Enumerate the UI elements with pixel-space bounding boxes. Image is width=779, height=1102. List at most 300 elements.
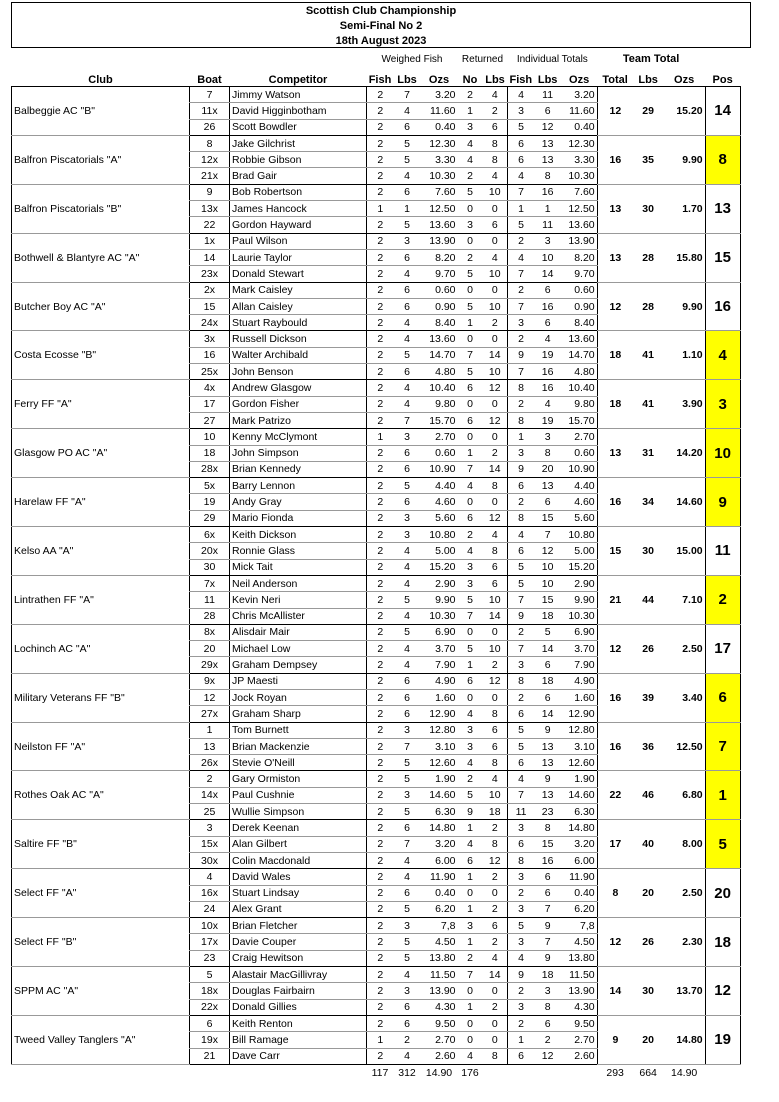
returned-no-cell: 4 <box>458 706 483 722</box>
returned-no-cell: 7 <box>458 347 483 363</box>
ozs-cell: 13.80 <box>421 950 458 966</box>
ind-fish-cell: 2 <box>508 494 535 510</box>
ozs-cell: 10.30 <box>421 168 458 184</box>
returned-lbs-cell: 0 <box>483 983 508 999</box>
ind-ozs-cell: 12.60 <box>561 755 597 771</box>
ind-fish-cell: 2 <box>508 396 535 412</box>
ind-lbs-cell: 11 <box>534 217 561 233</box>
lbs-cell: 5 <box>394 217 421 233</box>
returned-lbs-cell: 2 <box>483 103 508 119</box>
team-total-ozs: 3.90 <box>663 380 705 429</box>
team-total-lbs: 39 <box>633 673 663 722</box>
returned-no-cell: 3 <box>458 559 483 575</box>
col-ozs: Ozs <box>428 74 450 86</box>
returned-lbs-cell: 8 <box>483 836 508 852</box>
team-total-lbs: 30 <box>633 184 663 233</box>
returned-lbs-cell: 10 <box>483 641 508 657</box>
ind-lbs-cell: 8 <box>534 168 561 184</box>
table-row <box>12 282 741 298</box>
ind-fish-cell: 3 <box>508 315 535 331</box>
boat-cell: 6x <box>190 527 230 543</box>
ozs-cell: 11.60 <box>421 103 458 119</box>
competitor-cell: Jake Gilchrist <box>230 135 367 151</box>
col-boat: Boat <box>197 74 222 86</box>
competitor-cell: John Simpson <box>230 445 367 461</box>
fish-cell: 2 <box>367 217 394 233</box>
ind-fish-cell: 4 <box>508 87 535 103</box>
returned-lbs-cell: 10 <box>483 184 508 200</box>
boat-cell: 21x <box>190 168 230 184</box>
ind-ozs-cell: 3.20 <box>561 87 597 103</box>
results-table <box>11 52 741 1081</box>
footer-totals-row <box>12 1064 741 1081</box>
lbs-cell: 3 <box>394 233 421 249</box>
team-total-lbs: 46 <box>633 771 663 820</box>
lbs-cell: 7 <box>394 836 421 852</box>
ind-lbs-cell: 13 <box>534 787 561 803</box>
col-team-lbs: Lbs <box>638 74 658 86</box>
boat-cell: 8x <box>190 624 230 640</box>
competitor-cell: Keith Renton <box>230 1015 367 1031</box>
club-name: Lintrathen FF "A" <box>12 575 190 624</box>
lbs-cell: 7 <box>394 412 421 428</box>
ind-ozs-cell: 7.90 <box>561 657 597 673</box>
competitor-cell: Alastair MacGillivray <box>230 967 367 983</box>
returned-no-cell: 1 <box>458 103 483 119</box>
returned-lbs-cell: 10 <box>483 787 508 803</box>
fish-cell: 2 <box>367 934 394 950</box>
boat-cell: 12 <box>190 689 230 705</box>
returned-no-cell: 1 <box>458 315 483 331</box>
team-total-fish: 16 <box>597 478 633 527</box>
boat-cell: 10x <box>190 918 230 934</box>
fish-cell: 2 <box>367 184 394 200</box>
fish-cell: 2 <box>367 233 394 249</box>
ind-ozs-cell: 6.00 <box>561 852 597 868</box>
boat-cell: 13 <box>190 738 230 754</box>
ind-ozs-cell: 4.80 <box>561 364 597 380</box>
returned-lbs-cell: 14 <box>483 461 508 477</box>
ozs-cell: 2.70 <box>421 1032 458 1048</box>
ind-fish-cell: 9 <box>508 461 535 477</box>
ind-ozs-cell: 14.70 <box>561 347 597 363</box>
ind-fish-cell: 3 <box>508 820 535 836</box>
competitor-cell: Tom Burnett <box>230 722 367 738</box>
table-row <box>12 184 741 200</box>
returned-no-cell: 3 <box>458 119 483 135</box>
ozs-cell: 0.60 <box>421 282 458 298</box>
team-total-fish: 18 <box>597 331 633 380</box>
returned-lbs-cell: 0 <box>483 282 508 298</box>
ind-fish-cell: 7 <box>508 641 535 657</box>
ind-lbs-cell: 16 <box>534 364 561 380</box>
ind-lbs-cell: 3 <box>534 429 561 445</box>
fish-cell: 2 <box>367 298 394 314</box>
lbs-cell: 6 <box>394 689 421 705</box>
returned-lbs-cell: 4 <box>483 950 508 966</box>
col-ind-ozs: Ozs <box>569 74 590 86</box>
group-individual-header: Individual Totals <box>516 53 588 65</box>
team-total-ozs: 7.10 <box>663 575 705 624</box>
lbs-cell: 6 <box>394 298 421 314</box>
lbs-cell: 4 <box>394 1048 421 1064</box>
ind-ozs-cell: 15.20 <box>561 559 597 575</box>
position: 1 <box>705 771 740 820</box>
ozs-cell: 4.30 <box>421 999 458 1015</box>
ind-lbs-cell: 4 <box>534 331 561 347</box>
returned-no-cell: 5 <box>458 184 483 200</box>
team-total-fish: 13 <box>597 429 633 478</box>
competitor-cell: Donald Gillies <box>230 999 367 1015</box>
fish-cell: 2 <box>367 347 394 363</box>
returned-lbs-cell: 8 <box>483 706 508 722</box>
returned-no-cell: 0 <box>458 331 483 347</box>
ozs-cell: 10.80 <box>421 527 458 543</box>
returned-no-cell: 6 <box>458 852 483 868</box>
fish-cell: 2 <box>367 1048 394 1064</box>
table-row <box>12 87 741 103</box>
boat-cell: 27 <box>190 412 230 428</box>
ind-lbs-cell: 10 <box>534 575 561 591</box>
ind-lbs-cell: 5 <box>534 624 561 640</box>
competitor-cell: Brian Mackenzie <box>230 738 367 754</box>
lbs-cell: 4 <box>394 852 421 868</box>
returned-lbs-cell: 8 <box>483 152 508 168</box>
returned-lbs-cell: 8 <box>483 543 508 559</box>
competitor-cell: Jock Royan <box>230 689 367 705</box>
fish-cell: 2 <box>367 592 394 608</box>
team-total-ozs: 12.50 <box>663 722 705 771</box>
ind-lbs-cell: 16 <box>534 298 561 314</box>
ind-fish-cell: 8 <box>508 852 535 868</box>
position: 9 <box>705 478 740 527</box>
team-total-ozs: 9.90 <box>663 135 705 184</box>
ind-fish-cell: 3 <box>508 657 535 673</box>
fish-cell: 2 <box>367 836 394 852</box>
returned-no-cell: 5 <box>458 641 483 657</box>
ind-ozs-cell: 10.80 <box>561 527 597 543</box>
club-name: Balfron Piscatorials "A" <box>12 135 190 184</box>
returned-no-cell: 4 <box>458 478 483 494</box>
returned-lbs-cell: 0 <box>483 624 508 640</box>
ozs-cell: 14.70 <box>421 347 458 363</box>
team-total-ozs: 14.20 <box>663 429 705 478</box>
boat-cell: 13x <box>190 201 230 217</box>
ind-fish-cell: 2 <box>508 331 535 347</box>
ozs-cell: 4.60 <box>421 494 458 510</box>
ind-fish-cell: 7 <box>508 298 535 314</box>
returned-lbs-cell: 0 <box>483 396 508 412</box>
club-name: Ferry FF "A" <box>12 380 190 429</box>
team-total-lbs: 30 <box>633 967 663 1016</box>
boat-cell: 29 <box>190 510 230 526</box>
ind-ozs-cell: 3.30 <box>561 152 597 168</box>
team-total-lbs: 26 <box>633 624 663 673</box>
club-name: Harelaw FF "A" <box>12 478 190 527</box>
ind-fish-cell: 7 <box>508 364 535 380</box>
returned-lbs-cell: 6 <box>483 738 508 754</box>
fish-cell: 2 <box>367 543 394 559</box>
team-total-fish: 12 <box>597 624 633 673</box>
ozs-cell: 7.60 <box>421 184 458 200</box>
ind-lbs-cell: 13 <box>534 478 561 494</box>
ind-lbs-cell: 6 <box>534 689 561 705</box>
team-total-ozs: 14.60 <box>663 478 705 527</box>
ind-fish-cell: 3 <box>508 445 535 461</box>
fish-cell: 2 <box>367 412 394 428</box>
boat-cell: 4x <box>190 380 230 396</box>
col-ind-lbs: Lbs <box>537 74 558 86</box>
table-row <box>12 527 741 543</box>
col-competitor: Competitor <box>268 74 328 86</box>
boat-cell: 25x <box>190 364 230 380</box>
boat-cell: 11 <box>190 592 230 608</box>
ind-fish-cell: 8 <box>508 673 535 689</box>
lbs-cell: 3 <box>394 429 421 445</box>
ind-lbs-cell: 15 <box>534 836 561 852</box>
boat-cell: 22x <box>190 999 230 1015</box>
ozs-cell: 11.50 <box>421 967 458 983</box>
boat-cell: 14 <box>190 249 230 265</box>
team-total-lbs: 41 <box>633 331 663 380</box>
team-total-ozs: 14.80 <box>663 1015 705 1064</box>
returned-lbs-cell: 10 <box>483 364 508 380</box>
lbs-cell: 6 <box>394 673 421 689</box>
club-name: SPPM AC "A" <box>12 967 190 1016</box>
ozs-cell: 0.90 <box>421 298 458 314</box>
fish-cell: 2 <box>367 852 394 868</box>
competitor-cell: Ronnie Glass <box>230 543 367 559</box>
page-date: 18th August 2023 <box>335 35 427 47</box>
returned-no-cell: 2 <box>458 87 483 103</box>
team-total-lbs: 31 <box>633 429 663 478</box>
ind-fish-cell: 3 <box>508 999 535 1015</box>
ozs-cell: 8.40 <box>421 315 458 331</box>
fish-cell: 2 <box>367 999 394 1015</box>
ind-fish-cell: 5 <box>508 722 535 738</box>
fish-cell: 2 <box>367 689 394 705</box>
team-total-lbs: 20 <box>633 869 663 918</box>
lbs-cell: 5 <box>394 901 421 917</box>
ozs-cell: 6.00 <box>421 852 458 868</box>
team-total-fish: 9 <box>597 1015 633 1064</box>
ind-lbs-cell: 12 <box>534 543 561 559</box>
returned-no-cell: 0 <box>458 1015 483 1031</box>
returned-lbs-cell: 8 <box>483 135 508 151</box>
club-name: Costa Ecosse "B" <box>12 331 190 380</box>
boat-cell: 21 <box>190 1048 230 1064</box>
lbs-cell: 6 <box>394 184 421 200</box>
ozs-cell: 10.30 <box>421 608 458 624</box>
competitor-cell: David Higginbotham <box>230 103 367 119</box>
position: 2 <box>705 575 740 624</box>
ind-lbs-cell: 18 <box>534 608 561 624</box>
competitor-cell: Davie Couper <box>230 934 367 950</box>
ind-lbs-cell: 16 <box>534 184 561 200</box>
team-total-fish: 13 <box>597 233 633 282</box>
competitor-cell: Kenny McClymont <box>230 429 367 445</box>
competitor-cell: Neil Anderson <box>230 575 367 591</box>
team-total-fish: 16 <box>597 673 633 722</box>
ind-fish-cell: 6 <box>508 478 535 494</box>
lbs-cell: 5 <box>394 624 421 640</box>
club-name: Military Veterans FF "B" <box>12 673 190 722</box>
competitor-cell: JP Maesti <box>230 673 367 689</box>
competitor-cell: Derek Keenan <box>230 820 367 836</box>
boat-cell: 16x <box>190 885 230 901</box>
boat-cell: 3 <box>190 820 230 836</box>
competitor-cell: Gordon Hayward <box>230 217 367 233</box>
returned-lbs-cell: 6 <box>483 575 508 591</box>
ozs-cell: 7,8 <box>421 918 458 934</box>
returned-no-cell: 1 <box>458 869 483 885</box>
returned-no-cell: 5 <box>458 592 483 608</box>
ind-fish-cell: 8 <box>508 412 535 428</box>
fish-cell: 2 <box>367 364 394 380</box>
ind-lbs-cell: 16 <box>534 852 561 868</box>
ind-fish-cell: 2 <box>508 282 535 298</box>
returned-lbs-cell: 0 <box>483 331 508 347</box>
lbs-cell: 5 <box>394 934 421 950</box>
boat-cell: 8 <box>190 135 230 151</box>
returned-no-cell: 5 <box>458 266 483 282</box>
ind-ozs-cell: 4.30 <box>561 999 597 1015</box>
ind-ozs-cell: 7.60 <box>561 184 597 200</box>
ozs-cell: 3.10 <box>421 738 458 754</box>
ind-lbs-cell: 20 <box>534 461 561 477</box>
ozs-cell: 4.80 <box>421 364 458 380</box>
table-row <box>12 429 741 445</box>
returned-no-cell: 2 <box>458 771 483 787</box>
ind-ozs-cell: 6.30 <box>561 804 597 820</box>
team-total-lbs: 36 <box>633 722 663 771</box>
ind-ozs-cell: 1.60 <box>561 689 597 705</box>
ind-ozs-cell: 13.60 <box>561 217 597 233</box>
returned-lbs-cell: 8 <box>483 1048 508 1064</box>
ozs-cell: 4.90 <box>421 673 458 689</box>
lbs-cell: 4 <box>394 608 421 624</box>
position: 13 <box>705 184 740 233</box>
position: 19 <box>705 1015 740 1064</box>
position: 17 <box>705 624 740 673</box>
competitor-cell: Brian Kennedy <box>230 461 367 477</box>
ind-fish-cell: 7 <box>508 266 535 282</box>
ind-lbs-cell: 13 <box>534 738 561 754</box>
ind-lbs-cell: 7 <box>534 527 561 543</box>
ind-fish-cell: 1 <box>508 429 535 445</box>
ind-lbs-cell: 13 <box>534 755 561 771</box>
returned-no-cell: 4 <box>458 755 483 771</box>
ind-ozs-cell: 12.30 <box>561 135 597 151</box>
boat-cell: 1x <box>190 233 230 249</box>
competitor-cell: Kevin Neri <box>230 592 367 608</box>
ind-ozs-cell: 9.70 <box>561 266 597 282</box>
returned-no-cell: 0 <box>458 885 483 901</box>
returned-lbs-cell: 0 <box>483 1032 508 1048</box>
boat-cell: 24x <box>190 315 230 331</box>
team-total-ozs: 13.70 <box>663 967 705 1016</box>
ind-fish-cell: 5 <box>508 217 535 233</box>
ozs-cell: 15.70 <box>421 412 458 428</box>
fish-cell: 2 <box>367 510 394 526</box>
competitor-cell: Graham Dempsey <box>230 657 367 673</box>
competitor-cell: Douglas Fairbairn <box>230 983 367 999</box>
team-total-lbs: 29 <box>633 87 663 136</box>
table-row <box>12 771 741 787</box>
position: 18 <box>705 918 740 967</box>
ind-ozs-cell: 3.20 <box>561 836 597 852</box>
fish-cell: 2 <box>367 135 394 151</box>
table-row <box>12 869 741 885</box>
returned-no-cell: 6 <box>458 673 483 689</box>
returned-lbs-cell: 2 <box>483 445 508 461</box>
fish-cell: 2 <box>367 249 394 265</box>
returned-no-cell: 6 <box>458 510 483 526</box>
lbs-cell: 6 <box>394 1015 421 1031</box>
ind-fish-cell: 9 <box>508 967 535 983</box>
lbs-cell: 6 <box>394 820 421 836</box>
ozs-cell: 6.90 <box>421 624 458 640</box>
ozs-cell: 14.80 <box>421 820 458 836</box>
ozs-cell: 6.20 <box>421 901 458 917</box>
ind-lbs-cell: 6 <box>534 282 561 298</box>
table-row <box>12 820 741 836</box>
ind-lbs-cell: 6 <box>534 1015 561 1031</box>
ind-ozs-cell: 12.50 <box>561 201 597 217</box>
ozs-cell: 9.80 <box>421 396 458 412</box>
returned-no-cell: 1 <box>458 820 483 836</box>
fish-cell: 2 <box>367 1015 394 1031</box>
ind-lbs-cell: 14 <box>534 706 561 722</box>
ind-fish-cell: 2 <box>508 689 535 705</box>
ind-ozs-cell: 6.90 <box>561 624 597 640</box>
ind-fish-cell: 8 <box>508 380 535 396</box>
position: 6 <box>705 673 740 722</box>
returned-no-cell: 0 <box>458 233 483 249</box>
lbs-cell: 3 <box>394 527 421 543</box>
ind-ozs-cell: 8.40 <box>561 315 597 331</box>
team-total-fish: 8 <box>597 869 633 918</box>
ind-fish-cell: 4 <box>508 950 535 966</box>
ozs-cell: 10.90 <box>421 461 458 477</box>
competitor-cell: Michael Low <box>230 641 367 657</box>
lbs-cell: 5 <box>394 135 421 151</box>
returned-lbs-cell: 6 <box>483 217 508 233</box>
ozs-cell: 4.50 <box>421 934 458 950</box>
returned-no-cell: 4 <box>458 836 483 852</box>
ozs-cell: 7.90 <box>421 657 458 673</box>
boat-cell: 15x <box>190 836 230 852</box>
ozs-cell: 3.70 <box>421 641 458 657</box>
lbs-cell: 6 <box>394 364 421 380</box>
boat-cell: 5x <box>190 478 230 494</box>
boat-cell: 14x <box>190 787 230 803</box>
ozs-cell: 2.60 <box>421 1048 458 1064</box>
competitor-cell: Laurie Taylor <box>230 249 367 265</box>
ind-fish-cell: 1 <box>508 1032 535 1048</box>
competitor-cell: Brian Fletcher <box>230 918 367 934</box>
position: 12 <box>705 967 740 1016</box>
competitor-cell: Alex Grant <box>230 901 367 917</box>
ind-fish-cell: 6 <box>508 1048 535 1064</box>
returned-no-cell: 0 <box>458 689 483 705</box>
returned-no-cell: 1 <box>458 901 483 917</box>
boat-cell: 15 <box>190 298 230 314</box>
ozs-cell: 8.20 <box>421 249 458 265</box>
boat-cell: 23 <box>190 950 230 966</box>
position: 11 <box>705 527 740 576</box>
ind-ozs-cell: 12.90 <box>561 706 597 722</box>
